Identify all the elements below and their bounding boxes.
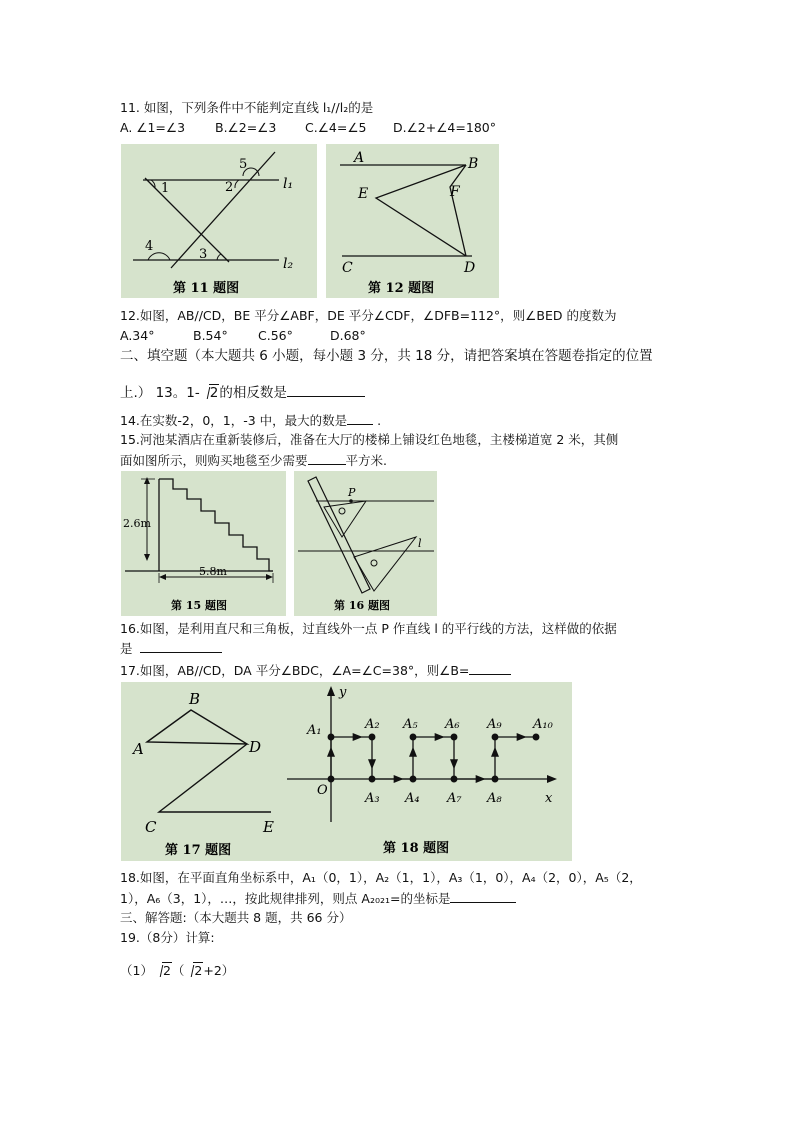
fig11-label-l1: l₁	[283, 176, 294, 192]
q19-sqrt-a: 2	[153, 963, 172, 979]
fig18-point	[451, 776, 457, 782]
fig12-label-f: F	[450, 184, 460, 200]
q13-suffix: 的相反数是	[219, 385, 287, 401]
q14-answer-blank[interactable]	[347, 412, 373, 425]
q12-option-c: C.56°	[258, 328, 293, 343]
q15-line2: 面如图所示，则购买地毯至少需要 平方米.	[120, 453, 387, 468]
q11-option-b: B.∠2=∠3	[215, 120, 277, 135]
figure-12	[326, 144, 499, 298]
fig17-label-c: C	[145, 818, 157, 836]
fig18-point	[492, 734, 498, 740]
fig11-label-2: 2	[225, 180, 234, 195]
fig18-label-x: x	[545, 791, 553, 806]
q18-line2: 1），A₆（3，1），…，按此规律排列，则点 A₂₀₂₁=的坐标是	[120, 890, 516, 907]
fig18-point	[533, 734, 539, 740]
fig15-height-label: 2.6m	[123, 517, 151, 530]
q18-line1: 18.如图，在平面直角坐标系中，A₁（0，1），A₂（1，1），A₃（1，0），A₄（2，0），A₅（2，	[120, 870, 642, 885]
fig18-arrow	[435, 733, 445, 741]
q14-stem: 14.在实数-2，0，1，-3 中，最大的数是	[120, 413, 348, 428]
fig18-label-a9: A₉	[487, 717, 502, 732]
fig12-caption: 第 12 题图	[368, 281, 435, 296]
q13-line	[120, 384, 365, 401]
q16-line2: 是	[120, 640, 222, 657]
fig18-label-a10: A₁₀	[533, 717, 553, 732]
figure-15	[121, 471, 286, 616]
fig12-label-b: B	[468, 156, 479, 172]
fig18-arrow	[450, 759, 458, 769]
fig17-label-e: E	[263, 818, 274, 836]
fig18-label-a8: A₈	[487, 791, 502, 806]
fig12-label-d: D	[464, 260, 476, 276]
q18-answer-blank[interactable]	[450, 890, 516, 903]
fig18-arrow	[353, 733, 363, 741]
fig18-label-a3: A₃	[365, 791, 380, 806]
fig16-label-p: P	[348, 486, 356, 499]
fig18-label-a1: A₁	[307, 723, 322, 738]
fig12-label-c: C	[342, 260, 353, 276]
fig18-caption: 第 18 题图	[383, 841, 450, 856]
q12-option-b: B.54°	[193, 328, 228, 343]
q13-prefix: 上.） 13。1-	[120, 385, 200, 401]
q19-part1: （1） 2（ 2+2）	[120, 963, 235, 978]
fig17-label-d: D	[249, 738, 262, 756]
q11-option-c: C.∠4=∠5	[305, 120, 367, 135]
fig15-caption: 第 15 题图	[171, 599, 227, 612]
fig18-point	[492, 776, 498, 782]
fig18-label-a5: A₅	[403, 717, 418, 732]
fig16-label-l: l	[418, 537, 422, 550]
fig11-label-5: 5	[239, 157, 248, 172]
q13-answer-blank[interactable]	[287, 384, 365, 397]
q17-stem: 17.如图，AB//CD，DA 平分∠BDC，∠A=∠C=38°，则∠B=	[120, 663, 470, 678]
fig18-point	[451, 734, 457, 740]
fig18-label-y: y	[339, 685, 347, 700]
fig18-arrow	[394, 775, 404, 783]
fig18-label-a6: A₆	[445, 717, 460, 732]
section2-heading: 二、填空题（本大题共 6 小题，每小题 3 分，共 18 分，请把答案填在答题卷指定的位置	[120, 348, 653, 364]
fig18-point	[410, 776, 416, 782]
fig17-label-a: A	[133, 740, 144, 758]
q15-answer-blank[interactable]	[308, 452, 346, 465]
q11-option-a: A. ∠1=∠3	[120, 120, 186, 135]
fig18-point	[410, 734, 416, 740]
fig18-point	[369, 776, 375, 782]
fig18-label-a4: A₄	[405, 791, 420, 806]
fig15-width-label: 5.8m	[199, 565, 227, 578]
fig11-label-l2: l₂	[283, 256, 294, 272]
q14-line: 14.在实数-2，0，1，-3 中，最大的数是 .	[120, 413, 382, 428]
fig18-arrow	[491, 747, 499, 757]
q12-stem: 12.如图，AB//CD，BE 平分∠ABF，DE 平分∠CDF，∠DFB=112°，则∠BED 的度数为	[120, 308, 617, 323]
figure-16	[294, 471, 437, 616]
fig12-label-e: E	[358, 186, 369, 202]
q15-line1: 15.河池某酒店在重新装修后，准备在大厅的楼梯上铺设红色地毯，主楼梯道宽 2 米，其侧	[120, 432, 619, 447]
fig17-label-b: B	[189, 690, 201, 708]
q16-line1: 16.如图，是利用直尺和三角板，过直线外一点 P 作直线 l 的平行线的方法，这样做的依据	[120, 621, 617, 636]
fig18-label-o: O	[317, 783, 328, 798]
fig18-arrow	[409, 747, 417, 757]
fig16-caption: 第 16 题图	[334, 599, 390, 612]
q13-sqrt: 2	[200, 385, 220, 401]
q12-option-d: D.68°	[330, 328, 366, 343]
q11-stem: 11. 如图，下列条件中不能判定直线 l₁//l₂的是	[120, 100, 374, 115]
fig18-arrow	[517, 733, 527, 741]
q17-line	[120, 662, 511, 679]
fig18-point	[328, 776, 334, 782]
fig11-label-3: 3	[199, 247, 208, 262]
q11-option-d: D.∠2+∠4=180°	[393, 120, 496, 135]
fig11-caption: 第 11 题图	[173, 281, 240, 296]
q17-answer-blank[interactable]	[469, 662, 511, 675]
figure-17-18	[121, 682, 572, 861]
fig12-label-a: A	[354, 150, 365, 166]
fig18-label-a7: A₇	[447, 791, 462, 806]
fig18-point	[369, 734, 375, 740]
q19-title: 19.（8分）计算:	[120, 930, 215, 945]
fig18-arrow	[476, 775, 486, 783]
q19-sqrt-b: 2	[184, 963, 203, 979]
fig17-caption: 第 17 题图	[165, 843, 232, 858]
fig18-arrow	[368, 759, 376, 769]
fig18-label-a2: A₂	[365, 717, 380, 732]
fig11-label-4: 4	[145, 239, 154, 254]
fig11-label-1: 1	[161, 181, 170, 196]
fig18-arrow	[327, 747, 335, 757]
figure-11	[121, 144, 317, 298]
section3-heading: 三、解答题:（本大题共 8 题，共 66 分）	[120, 910, 352, 925]
fig18-point	[328, 734, 334, 740]
q16-answer-blank[interactable]	[140, 640, 222, 653]
q12-option-a: A.34°	[120, 328, 155, 343]
